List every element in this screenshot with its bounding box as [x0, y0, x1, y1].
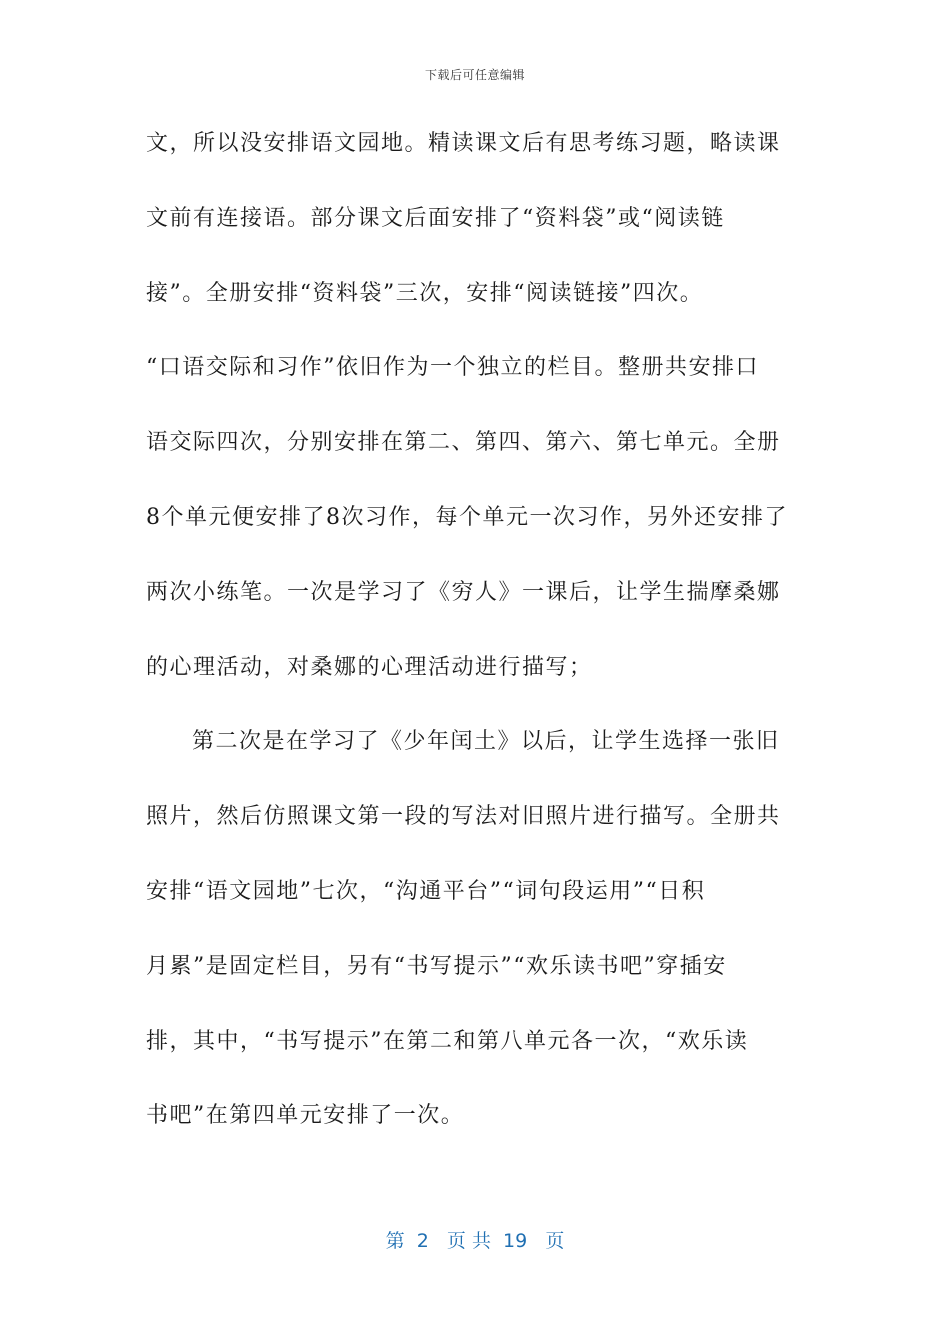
page-header: 下载后可任意编辑	[424, 68, 525, 82]
text-line: 安排“语文园地”七次，“沟通平台”“词句段运用”“日积	[146, 878, 706, 904]
text-line: 照片，然后仿照课文第一段的写法对旧照片进行描写。全册共	[146, 804, 781, 830]
text-line: “口语交际和习作”依旧作为一个独立的栏目。整册共安排口	[146, 355, 759, 381]
paragraph-start-line: 第二次是在学习了《少年闰土》以后，让学生选择一张旧	[192, 729, 780, 755]
text-line: 语交际四次，分别安排在第二、第四、第六、第七单元。全册	[146, 430, 781, 456]
text-line: 书吧”在第四单元安排了一次。	[146, 1103, 465, 1129]
text-line: 文，所以没安排语文园地。精读课文后有思考练习题，略读课	[146, 131, 781, 156]
text-line: 8个单元便安排了8次习作，每个单元一次习作，另外还安排了	[146, 504, 788, 530]
text-line: 排，其中，“书写提示”在第二和第八单元各一次，“欢乐读	[146, 1028, 749, 1054]
text-line: 的心理活动，对桑娜的心理活动进行描写；	[146, 654, 593, 680]
text-line: 月累”是固定栏目，另有“书写提示”“欢乐读书吧”穿插安	[146, 953, 727, 979]
text-line: 文前有连接语。部分课文后面安排了“资料袋”或“阅读链	[146, 205, 725, 231]
document-body	[146, 118, 806, 1165]
text-line: 两次小练笔。一次是学习了《穷人》一课后，让学生揣摩桑娜	[146, 579, 781, 605]
page-number-footer: 第 2 页 共 19 页	[385, 1230, 565, 1252]
text-line: 接”。全册安排“资料袋”三次，安排“阅读链接”四次。	[146, 280, 704, 306]
